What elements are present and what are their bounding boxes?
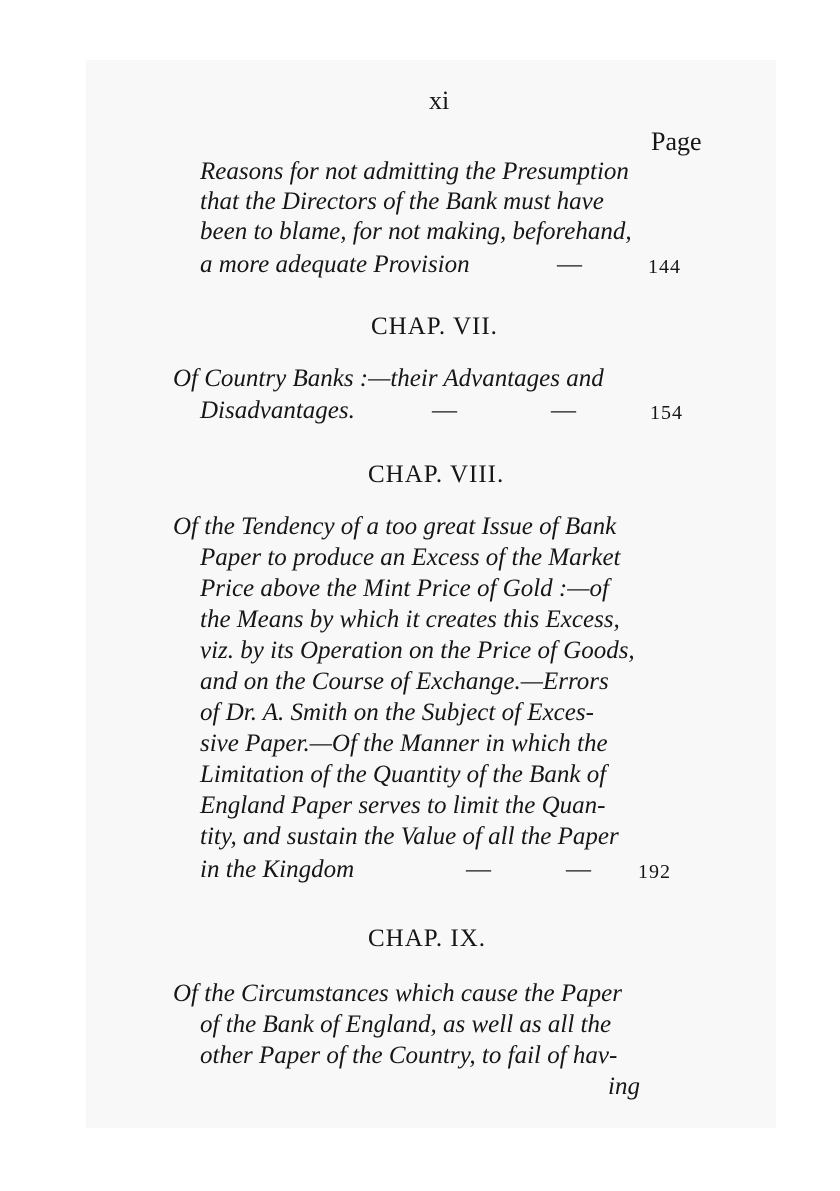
toc-entry-line: Disadvantages.: [200, 397, 355, 424]
leader-dash: —: [551, 397, 576, 424]
toc-entry-line: the Means by which it creates this Excess,: [200, 606, 620, 633]
toc-entry-line: been to blame, for not making, beforehand,: [200, 218, 632, 245]
leader-dash: —: [566, 856, 591, 883]
toc-page-number: 192: [638, 861, 671, 883]
toc-entry-line: Price above the Mint Price of Gold :—of: [200, 575, 609, 602]
leader-dash: —: [432, 397, 457, 424]
toc-entry-line: that the Directors of the Bank must have: [200, 188, 604, 215]
page-column-header: Page: [651, 127, 702, 156]
toc-page-number: 154: [650, 402, 683, 424]
toc-entry-line: of Dr. A. Smith on the Subject of Exces-: [200, 699, 594, 726]
toc-entry-line: viz. by its Operation on the Price of Goods,: [200, 637, 635, 664]
toc-entry-line: in the Kingdom: [200, 856, 355, 883]
toc-entry-line: Of the Tendency of a too great Issue of Bank: [173, 513, 617, 540]
toc-entry-line: Limitation of the Quantity of the Bank of: [200, 761, 607, 788]
chapter-heading: CHAP. VII.: [371, 313, 498, 340]
leader-dash: —: [557, 251, 582, 278]
chapter-heading: CHAP. VIII.: [368, 461, 505, 488]
toc-entry-line: Paper to produce an Excess of the Market: [200, 544, 621, 571]
catchword: ing: [608, 1073, 640, 1100]
toc-entry-line: of the Bank of England, as well as all the: [200, 1011, 612, 1038]
toc-entry-line: England Paper serves to limit the Quan-: [200, 792, 606, 819]
toc-entry-line: other Paper of the Country, to fail of hav-: [200, 1042, 618, 1069]
toc-page-number: 144: [648, 256, 681, 278]
toc-entry-line: Of Country Banks :—their Advantages and: [173, 365, 604, 392]
toc-entry-line: and on the Course of Exchange.—Errors: [200, 668, 609, 695]
toc-entry-line: Reasons for not admitting the Presumption: [200, 158, 629, 185]
toc-entry-line: tity, and sustain the Value of all the Paper: [200, 823, 619, 850]
chapter-heading: CHAP. IX.: [368, 925, 487, 952]
toc-entry-line: sive Paper.—Of the Manner in which the: [200, 730, 608, 757]
leader-dash: —: [466, 856, 491, 883]
toc-entry-line: a more adequate Provision: [200, 251, 470, 278]
toc-entry-line: Of the Circumstances which cause the Paper: [173, 980, 622, 1007]
page-number: xi: [429, 86, 450, 115]
